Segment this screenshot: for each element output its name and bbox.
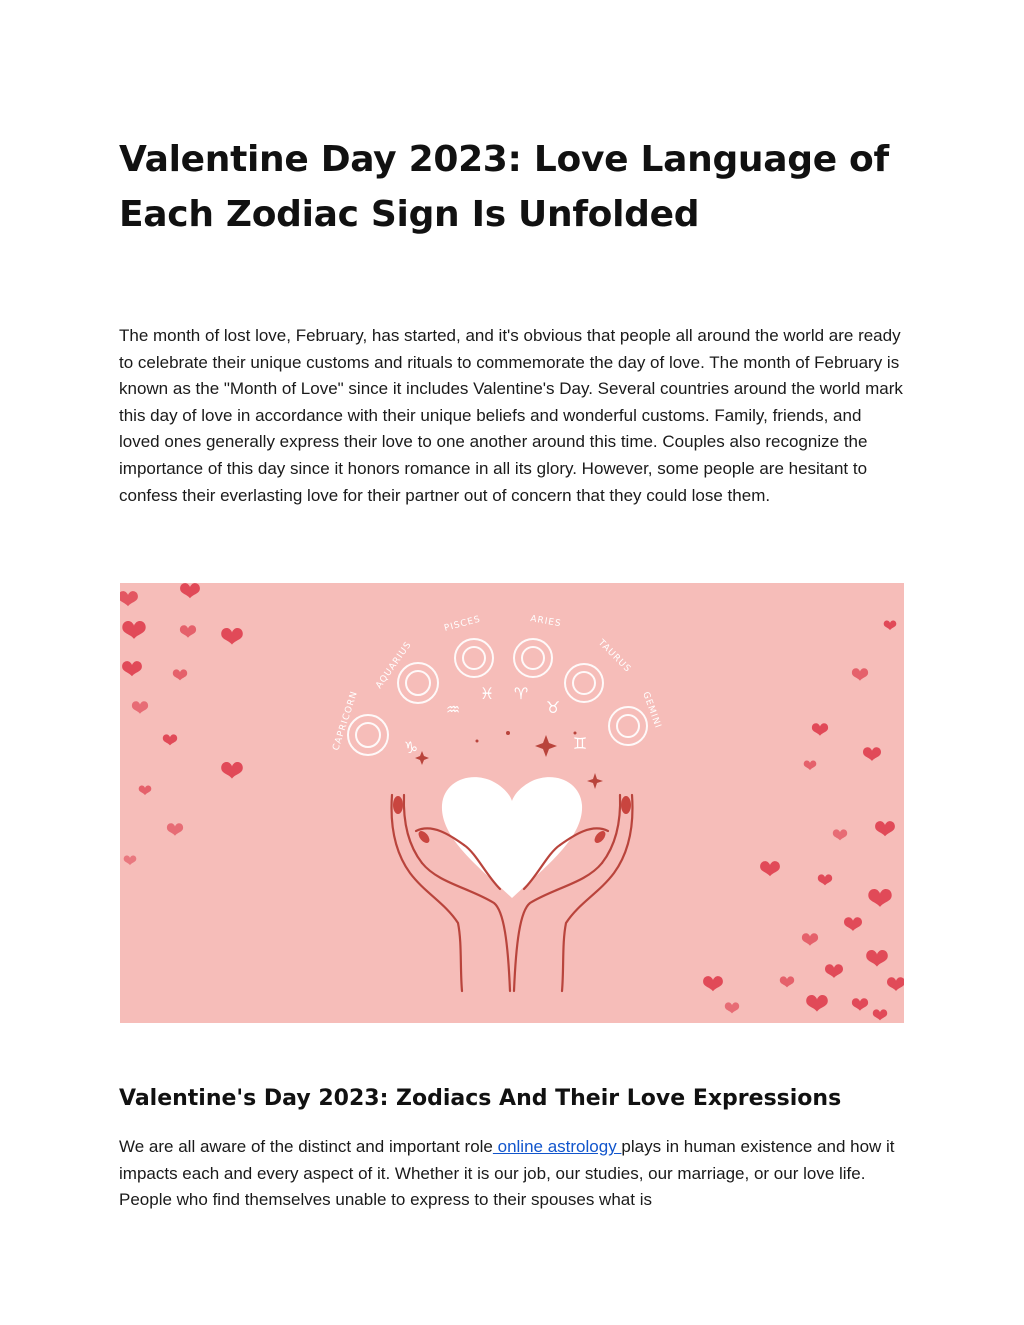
- gemini-icon: ♊: [572, 734, 588, 753]
- zodiac-label-aries: ARIES: [529, 614, 563, 630]
- section-heading: Valentine's Day 2023: Zodiacs And Their Love Expressions: [119, 1086, 842, 1111]
- article-title: Valentine Day 2023: Love Language of Each Zodiac Sign Is Unfolded: [119, 139, 889, 235]
- aries-icon: ♈: [513, 684, 529, 703]
- zodiac-label-aquarius: AQUARIUS: [374, 639, 415, 691]
- zodiac-label-taurus: TAURUS: [595, 638, 633, 675]
- intro-paragraph: The month of lost love, February, has started, and it's obvious that people all around the world are ready to celebrate their unique customs and rituals to commemorate the day of love. The month of February is known as the "Month of Love" since it includes Valentine's Day. Several countries around the world mark this day of love in accordance with their unique beliefs and wonderful customs. Family, friends, and loved ones generally express their love to one another around this time. Couples also recognize the importance of this day since it honors romance in all its glory. However, some people are hesitant to confess their everlasting love for their partner out of concern that they could lose them.: [119, 326, 903, 505]
- taurus-icon: ♉: [545, 698, 561, 717]
- pisces-icon: ♓: [479, 684, 495, 703]
- astrology-paragraph: [119, 1134, 904, 1214]
- zodiac-label-gemini: GEMINI: [640, 690, 663, 731]
- paragraph-text-end: plays in human existence and how it impacts each and every aspect of it. Whether it is our job, our studies, our marriage, or our love life. People who find themselves unable to express to their spouses what is: [119, 1137, 895, 1210]
- online-astrology-link[interactable]: online astrology: [492, 1137, 622, 1156]
- zodiac-label-capricorn: CAPRICORN: [331, 689, 361, 752]
- paragraph-text-start: We are all aware of the distinct and important role: [119, 1137, 493, 1156]
- aquarius-icon: ♒: [445, 700, 461, 719]
- zodiac-label-pisces: PISCES: [443, 614, 482, 634]
- capricorn-icon: ♑: [403, 738, 419, 757]
- valentine-zodiac-illustration: [120, 583, 904, 1023]
